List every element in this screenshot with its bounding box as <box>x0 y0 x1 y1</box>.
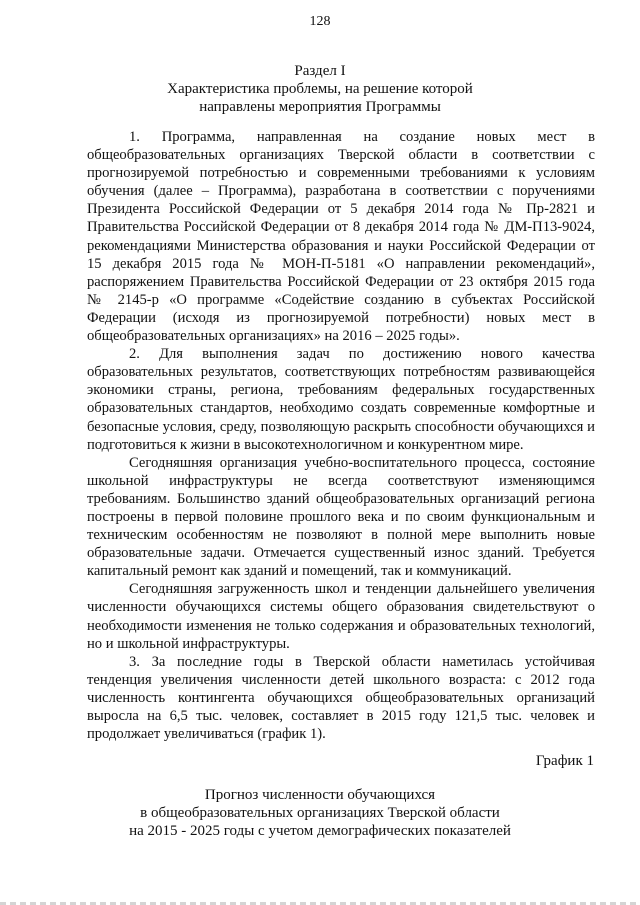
section-label: Раздел I <box>294 63 346 79</box>
graph-title <box>0 786 640 840</box>
paragraph-2: 2. Для выполнения задач по достижению нового качества образовательных результатов, соответствующих потребностям развивающейся экономики страны, региона, требованиям федеральных государственных образовательных стандартов, необходимо создать современные комфортные и безопасные условия, среду, позволяющую раскрыть способности обучающихся и подготовиться к жизни в высокотехнологичном и конкурентном мире. <box>87 346 595 453</box>
section-title-line-1: Характеристика проблемы, на решение которой <box>167 81 473 97</box>
page-number: 128 <box>309 14 331 29</box>
paragraph-4: Сегодняшняя загруженность школ и тенденции дальнейшего увеличения численности обучающихся системы общего образования свидетельствуют о необходимости изменения не только содержания и образовательных технологий, но и школьной инфраструктуры. <box>87 581 595 652</box>
paragraph-1: 1. Программа, направленная на создание новых мест в общеобразовательных организациях Тверской области в соответствии с прогнозируемой потребностью и современными требованиями к условиям обучения (далее – Программа), разработана в соответствии с поручениями Президента Российской Федерации от 5 декабря 2014 года № Пр-2821 и Правительства Российской Федерации от 8 декабря 2014 года № ДМ-П13-9024, рекомендациями Министерства образования и науки Российской Федерации от 15 декабря 2015 года № МОН-П-5181 «О направлении рекомендаций», распоряжением Правительства Российской Федерации от 23 октября 2015 года № 2145-р «О программе «Содействие созданию в субъектах Российской Федерации (исходя из прогнозируемой потребности) новых мест в общеобразовательных организациях» на 2016 – 2025 годы». <box>87 129 595 345</box>
section-heading <box>0 62 640 116</box>
graph-title-line-2: в общеобразовательных организациях Тверской области <box>140 805 500 821</box>
graph-title-line-1: Прогноз численности обучающихся <box>204 787 436 803</box>
body-text <box>87 128 595 743</box>
graph-title-line-3: на 2015 - 2025 годы с учетом демографических показателей <box>129 823 511 839</box>
graph-label: График 1 <box>535 753 594 769</box>
paragraph-5: 3. За последние годы в Тверской области наметилась устойчивая тенденция увеличения численности детей школьного возраста: с 2012 года численность контингента обучающихся общеобразовательных организаций выросла на 6,5 тыс. человек, составляет в 2015 году 121,5 тыс. человек и продолжает увеличиваться (график 1). <box>87 653 595 743</box>
paragraph-3: Сегодняшняя организация учебно-воспитательного процесса, состояние школьной инфраструктуры не всегда соответствуют изменяющимся требованиям. Большинство зданий общеобразовательных организаций региона построены в первой половине прошлого века и по своим функциональным и техническим особенностям не позволяют в полной мере выполнить новые образовательные задачи. Отмечается существенный износ зданий. Требуется капитальный ремонт как зданий и помещений, так и коммуникаций. <box>87 454 595 580</box>
section-title-line-2: направлены мероприятия Программы <box>199 99 441 115</box>
